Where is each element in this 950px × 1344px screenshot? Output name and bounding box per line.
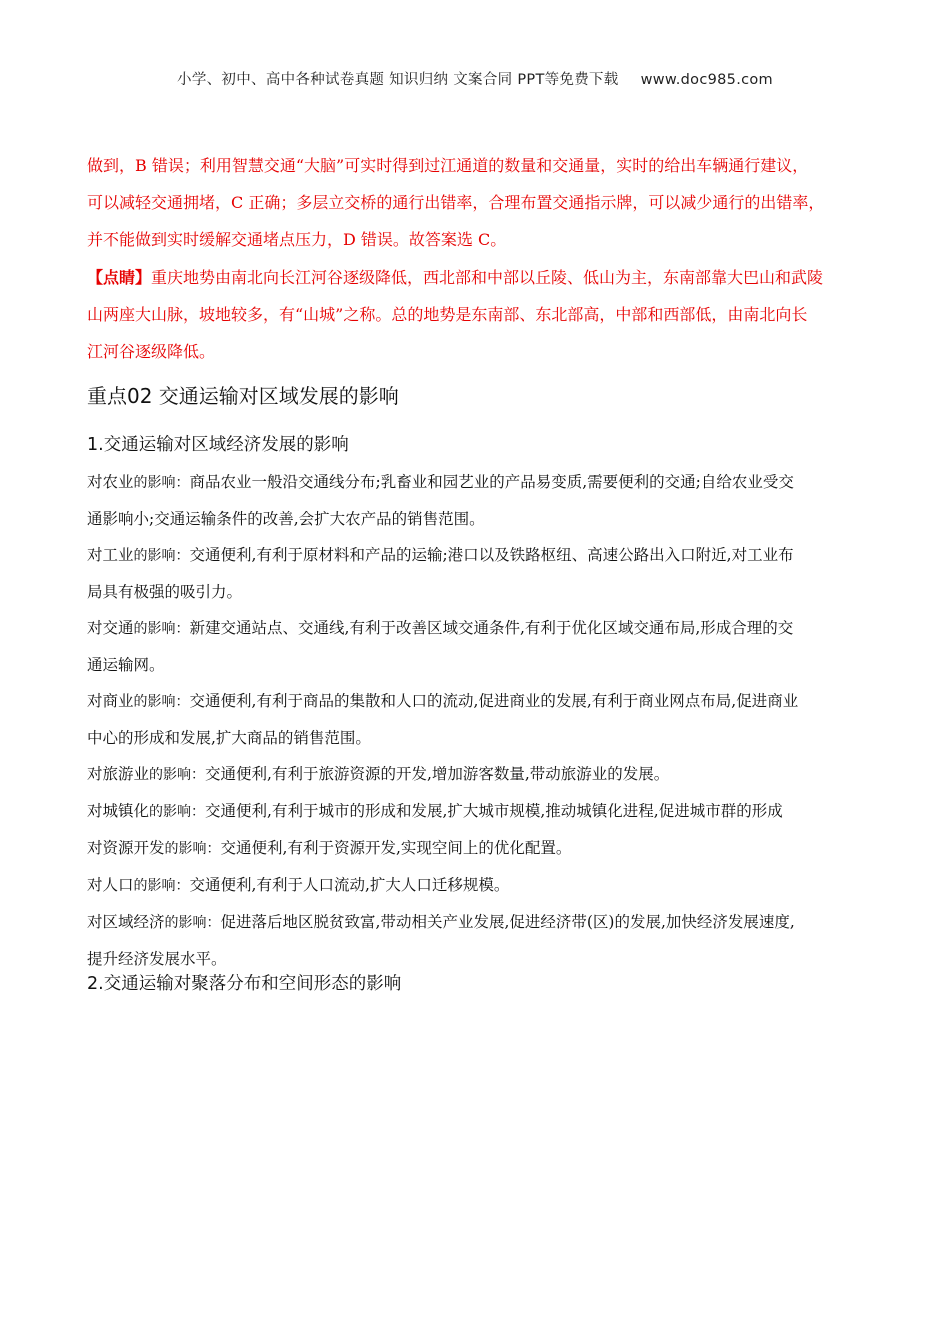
header-url[interactable]: www.doc985.com (640, 72, 773, 88)
dianjing-line-2: 山两座大山脉，坡地较多，有“山城”之称。总的地势是东南部、东北部高，中部和西部低，由南北向长 (87, 305, 808, 324)
list-item-regional-economy: 对区域经济的影响：促进落后地区脱贫致富,带动相关产业发展,促进经济带(区)的发展,加快经济发展速度, 提升经济发展水平。 (87, 913, 795, 968)
list-item-population: 对人口的影响：交通便利,有利于人口流动,扩大人口迁移规模。 (87, 876, 510, 894)
list-item-tourism: 对旅游业的影响：交通便利,有利于旅游资源的开发,增加游客数量,带动旅游业的发展。 (87, 765, 670, 783)
sub2-title: 2.交通运输对聚落分布和空间形态的影响 (87, 974, 402, 994)
header-text: 小学、初中、高中各种试卷真题 知识归纳 文案合同 PPT等免费下载 (177, 72, 619, 88)
list-item-agriculture: 对农业的影响：商品农业一般沿交通线分布;乳畜业和园艺业的产品易变质,需要便利的交通;自给农业受交 通影响小;交通运输条件的改善,会扩大农产品的销售范围。 (87, 473, 794, 528)
sub1-title: 1.交通运输对区域经济发展的影响 (87, 435, 349, 455)
list-item-resources: 对资源开发的影响：交通便利,有利于资源开发,实现空间上的优化配置。 (87, 839, 572, 857)
dianjing-line-1: 【点睛】重庆地势由南北向长江河谷逐级降低，西北部和中部以丘陵、低山为主，东南部靠大巴山和武陵 (87, 268, 824, 287)
dianjing-tag: 【点睛】 (87, 268, 152, 287)
sub2-title-wrap (87, 970, 867, 998)
list-item-urbanization: 对城镇化的影响：交通便利,有利于城市的形成和发展,扩大城市规模,推动城镇化进程,促进城市群的形成 (87, 802, 783, 820)
sub1-title-wrap (87, 431, 867, 459)
section-title: 重点02 交通运输对区域发展的影响 (87, 384, 399, 408)
answer-line-3: 并不能做到实时缓解交通堵点压力，D 错误。故答案选 C。 (87, 230, 507, 249)
list-item-commerce: 对商业的影响：交通便利,有利于商品的集散和人口的流动,促进商业的发展,有利于商业网点布局,促进商业 中心的形成和发展,扩大商品的销售范围。 (87, 692, 799, 747)
list-item-transport: 对交通的影响：新建交通站点、交通线,有利于改善区域交通条件,有利于优化区域交通布局,形成合理的交 通运输网。 (87, 619, 794, 674)
dianjing-line-3: 江河谷逐级降低。 (87, 342, 216, 361)
dianjing-block (87, 259, 867, 370)
answer-block (87, 147, 867, 258)
page-header (0, 68, 950, 89)
items-list (87, 464, 867, 977)
answer-line-2: 可以减轻交通拥堵，C 正确；多层立交桥的通行出错率，合理布置交通指示牌，可以减少通行的出错率， (87, 193, 825, 212)
list-item-industry: 对工业的影响：交通便利,有利于原材料和产品的运输;港口以及铁路枢纽、高速公路出入口附近,对工业布 局具有极强的吸引力。 (87, 546, 794, 601)
answer-line-1: 做到，B 错误；利用智慧交通“大脑”可实时得到过江通道的数量和交通量，实时的给出车辆通行建议， (87, 156, 809, 175)
section-title-wrap (87, 381, 867, 411)
